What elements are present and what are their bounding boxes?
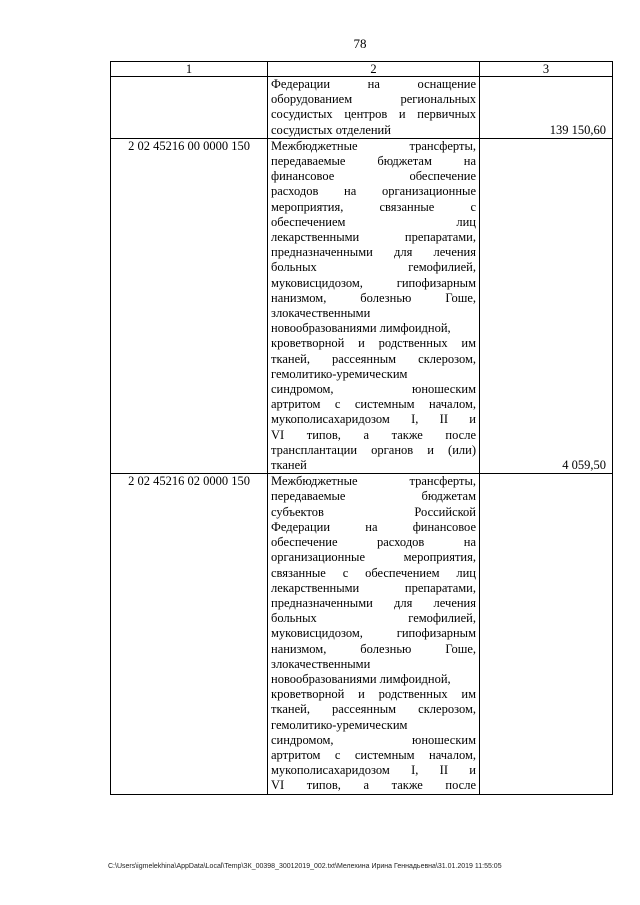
- description-line: организационные мероприятия,: [271, 550, 476, 565]
- row-amount: 4 059,50: [480, 138, 613, 473]
- column-header-2: 2: [268, 62, 480, 77]
- description-line: VI типов, а также после: [271, 427, 476, 442]
- description-line: тканей, рассеянным склерозом,: [271, 702, 476, 717]
- description-line: Межбюджетные трансферты,: [271, 474, 476, 489]
- row-code: 2 02 45216 02 0000 150: [111, 474, 268, 794]
- row-description: [268, 474, 480, 794]
- column-header-1: 1: [111, 62, 268, 77]
- description-line: нанизмом, болезнью Гоше,: [271, 290, 476, 305]
- description-line: сосудистых центров и первичных: [271, 107, 476, 122]
- budget-table: [110, 61, 613, 795]
- description-line: злокачественными: [271, 656, 371, 671]
- description-line: кроветворной и родственных им: [271, 687, 476, 702]
- description-line: Федерации на оснащение: [271, 77, 476, 91]
- row-code: 2 02 45216 00 0000 150: [111, 138, 268, 473]
- description-line: муковисцидозом, гипофизарным: [271, 275, 476, 290]
- description-line: передаваемые бюджетам на: [271, 154, 476, 169]
- description-line: гемолитико-уремическим: [271, 717, 408, 732]
- description-line: лекарственными препаратами,: [271, 230, 476, 245]
- description-line: финансовое обеспечение: [271, 169, 476, 184]
- description-line: лекарственными препаратами,: [271, 580, 476, 595]
- description-line: предназначенными для лечения: [271, 595, 476, 610]
- description-line: сосудистых отделений: [271, 122, 391, 137]
- description-line: оборудованием региональных: [271, 92, 476, 107]
- description-line: связанные с обеспечением лиц: [271, 565, 476, 580]
- table-row: [111, 474, 613, 794]
- description-line: новообразованиями лимфоидной,: [271, 671, 451, 686]
- description-line: субъектов Российской: [271, 504, 476, 519]
- description-line: кроветворной и родственных им: [271, 336, 476, 351]
- description-line: мукополисахаридозом I, II и: [271, 412, 476, 427]
- page-number: 78: [353, 36, 367, 51]
- description-line: VI типов, а также после: [271, 778, 476, 793]
- description-line: Межбюджетные трансферты,: [271, 138, 476, 153]
- description-line: муковисцидозом, гипофизарным: [271, 626, 476, 641]
- description-line: тканей, рассеянным склерозом,: [271, 351, 476, 366]
- table-row: [111, 138, 613, 473]
- description-line: передаваемые бюджетам: [271, 489, 476, 504]
- description-line: обеспечение расходов на: [271, 535, 476, 550]
- description-line: расходов на организационные: [271, 184, 476, 199]
- column-header-3: 3: [480, 62, 613, 77]
- table-header-row: [111, 62, 613, 77]
- description-line: злокачественными: [271, 306, 371, 321]
- description-line: тканей: [271, 458, 307, 473]
- row-description: [268, 77, 480, 139]
- description-line: больных гемофилией,: [271, 611, 476, 626]
- description-line: больных гемофилией,: [271, 260, 476, 275]
- row-amount: [480, 474, 613, 794]
- row-code: [111, 77, 268, 139]
- description-line: мероприятия, связанные с: [271, 199, 476, 214]
- footer-file-path: C:\Users\igmelekhina\AppData\Local\Temp\ЗК_00398_30012019_002.txt\Мелехина Ирина Геннадьевна\31.01.2019 11:55:05: [108, 863, 502, 870]
- description-line: новообразованиями лимфоидной,: [271, 321, 451, 336]
- description-line: синдромом, юношеским: [271, 732, 476, 747]
- description-line: артритом с системным началом,: [271, 397, 476, 412]
- row-amount: 139 150,60: [480, 77, 613, 139]
- description-line: нанизмом, болезнью Гоше,: [271, 641, 476, 656]
- description-line: гемолитико-уремическим: [271, 366, 408, 381]
- table-row: [111, 77, 613, 139]
- description-line: обеспечением лиц: [271, 214, 476, 229]
- row-description: [268, 138, 480, 473]
- budget-table-body: [111, 62, 613, 795]
- description-line: предназначенными для лечения: [271, 245, 476, 260]
- description-line: синдромом, юношеским: [271, 382, 476, 397]
- description-line: трансплантации органов и (или): [271, 442, 476, 457]
- description-line: мукополисахаридозом I, II и: [271, 763, 476, 778]
- description-line: артритом с системным началом,: [271, 747, 476, 762]
- description-line: Федерации на финансовое: [271, 519, 476, 534]
